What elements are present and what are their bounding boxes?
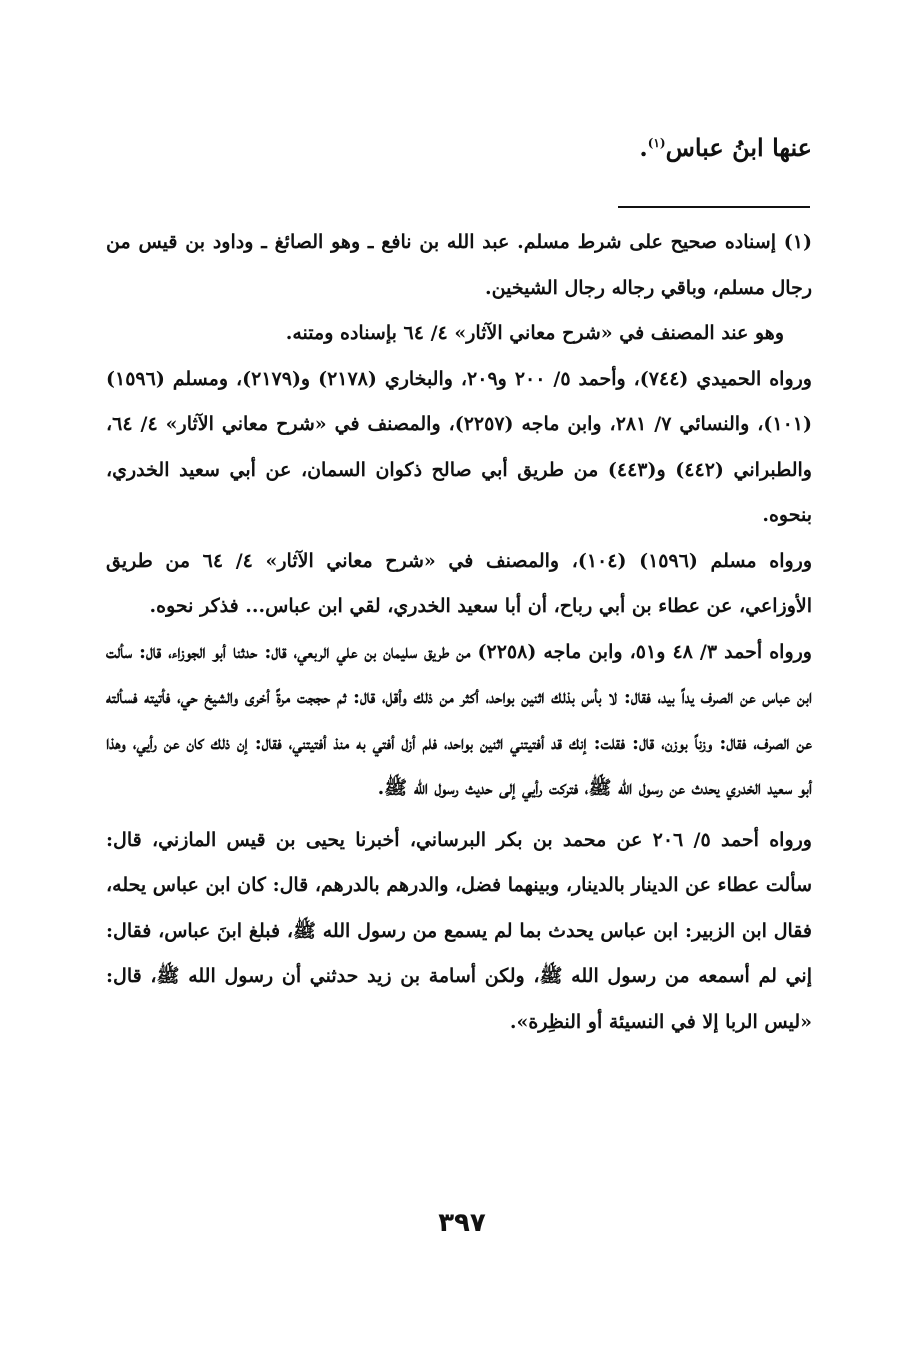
main-text-end: .	[639, 133, 648, 162]
footnote-paragraph: وهو عند المصنف في «شرح معاني الآثار» ٤/ ٦٤ بإسناده ومتنه.	[285, 322, 784, 344]
footnotes	[106, 220, 812, 1045]
footnote-paragraph: ورواه الحميدي (٧٤٤)، وأحمد ٥/ ٢٠٠ و٢٠٩، والبخاري (٢١٧٨) و(٢١٧٩)، ومسلم (١٥٩٦) (١٠١)، والنسائي ٧/ ٢٨١، وابن ماجه (٢٢٥٧)، والمصنف في «شرح معاني الآثار» ٤/ ٦٤، والطبراني (٤٤٢) و(٤٤٣) من طريق أبي صالح ذكوان السمان، عن أبي سعيد الخدري، بنحوه.	[106, 367, 812, 526]
page-number: ٣٩٧	[438, 1208, 486, 1238]
main-text-body: عنها ابنُ عباس	[665, 133, 812, 162]
main-text	[112, 128, 812, 168]
footnote-paragraph: ورواه أحمد ٥/ ٢٠٦ عن محمد بن بكر البرساني، أخبرنا يحيى بن قيس المازني، قال: سألت عطاء عن الدينار بالدينار، وبينهما فضل، والدرهم بالدرهم، قال: كان ابن عباس يحله، فقال ابن الزبير: ابن عباس يحدث بما لم يسمع من رسول الله ﷺ، فبلغ ابنَ عباس، فقال: إني لم أسمعه من رسول الله ﷺ، ولكن أسامة بن زيد حدثني أن رسول الله ﷺ، قال: «ليس الربا إلا في النسيئة أو النظِرة».	[106, 828, 812, 1033]
footnote-paragraph: (١) إسناده صحيح على شرط مسلم. عبد الله بن نافع ـ وهو الصائغ ـ وداود بن قيس من رجال مسلم، وباقي رجاله رجال الشيخين.	[106, 231, 812, 299]
footnote-paragraph: ورواه أحمد ٣/ ٤٨ و٥١، وابن ماجه (٢٢٥٨) من طريق سليمان بن علي الربعي، قال: حدثنا أبو الجوزاء، قال: سألت ابن عباس عن الصرف يداً بيد، فقال: لا بأس بذلك اثنين بواحد، أكثر من ذلك وأقل، قال: ثم حججت مرةً أخرى والشيخ حي، فأتيته فسألته عن الصرف، فقال: وزناً بوزن، قال: فقلت: إنك قد أفتيتني اثنين بواحد، فلم أزل أفتي به منذ أفتيتني، فقال: إن ذلك كان عن رأيي، وهذا أبو سعيد الخدري يحدث عن رسول الله ﷺ، فتركت رأيي إلى حديث رسول الله ﷺ.	[106, 640, 812, 799]
footnote-divider	[618, 206, 810, 208]
footnote-paragraph: ورواه مسلم (١٥٩٦) (١٠٤)، والمصنف في «شرح معاني الآثار» ٤/ ٦٤ من طريق الأوزاعي، عن عطاء بن أبي رباح، أن أبا سعيد الخدري، لقي ابن عباس... فذكر نحوه.	[106, 549, 812, 617]
footnote-marker: (١)	[647, 136, 666, 150]
